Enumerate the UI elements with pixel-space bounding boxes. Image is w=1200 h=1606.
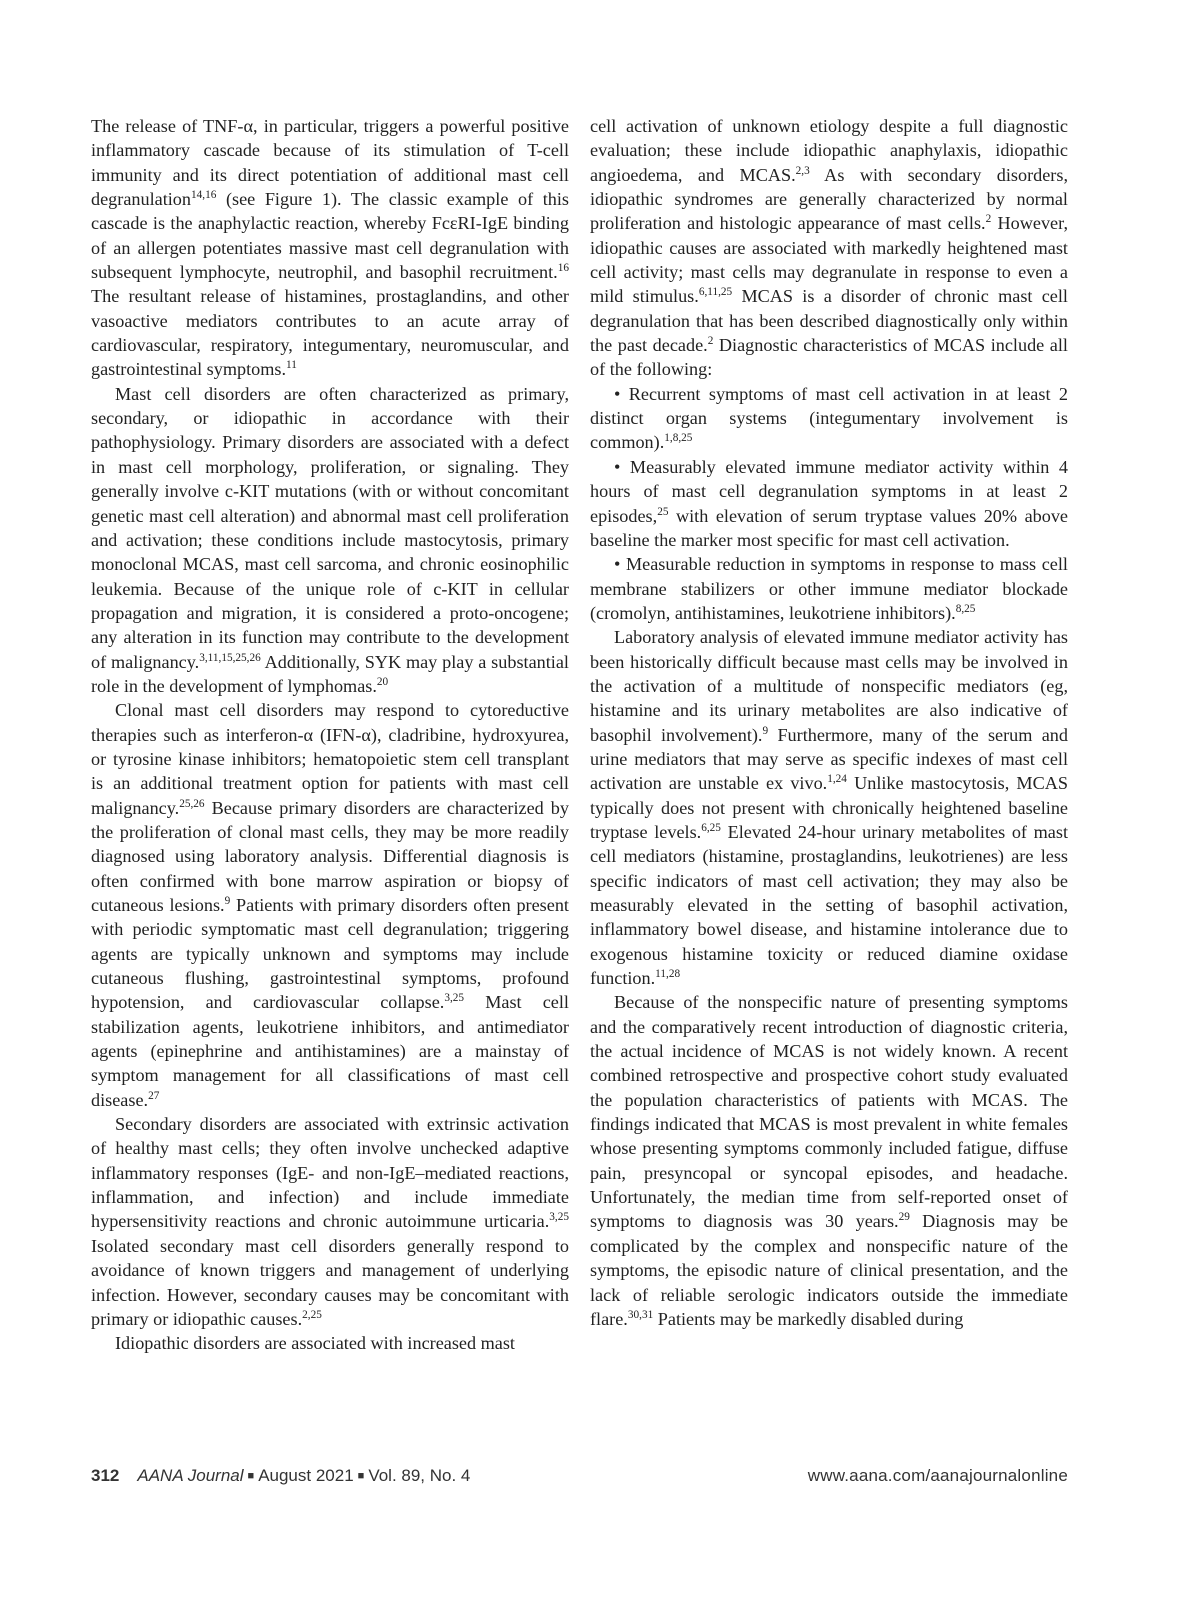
citation: 11,28: [655, 968, 681, 981]
citation: 30,31: [627, 1308, 654, 1321]
citation: 9: [762, 724, 769, 737]
journal-url[interactable]: www.aana.com/aanajournalonline: [807, 1466, 1068, 1485]
separator-icon: ■: [247, 1470, 255, 1482]
paragraph-disorder-classification: Mast cell disorders are often characterized as primary, secondary, or idiopathic in accordance with their pathophysiology. Primary disorders are associated with a defect in mast cell morphology, proliferation, or signaling. They generally involve c-KIT mutations (with or without concomitant genetic mast cell alteration) and abnormal mast cell proliferation and activation; these conditions include mastocytosis, primary monoclonal MCAS, mast cell sarcoma, and chronic eosinophilic leukemia. Because of the unique role of c-KIT in cellular propagation and migration, it is considered a proto-oncogene; any alteration in its function may contribute to the development of malignancy.$^{3,11,15,25,26}$ Additionally, SYK may play a substantial role in the development of lymphomas.$^{20}$: [91, 383, 569, 696]
paragraph-idiopathic-continued: cell activation of unknown etiology despite a full diagnostic evaluation; these include idiopathic anaphylaxis, idiopathic angioedema, and MCAS.$^{2,3}$ As with secondary disorders, idiopathic syndromes are generally characterized by normal proliferation and histologic appearance of mast cells.$^2$ However, idiopathic causes are associated with markedly heightened mast cell activity; mast cells may degranulate in response to even a mild stimulus.$^{6,11,25}$ MCAS is a disorder of chronic mast cell degranulation that has been described diagnostically only within the past decade.$^2$ Diagnostic characteristics of MCAS include all of the following:: [590, 116, 1068, 380]
citation: 3,25: [444, 992, 465, 1005]
citation: 2,25: [302, 1308, 322, 1321]
citation: 6,25: [701, 821, 721, 834]
paragraph-laboratory-analysis: Laboratory analysis of elevated immune mediator activity has been historically difficult because mast cells may be involved in the activation of a multitude of nonspecific mediators (eg, histamine and its urinary metabolites are also indicative of basophil involvement).$^9$ Furthermore, many of the serum and urine mediators that may serve as specific indexes of mast cell activation are unstable ex vivo.$^{1,24}$ Unlike mastocytosis, MCAS typically does not present with chronically heightened baseline tryptase levels.$^{6,25}$ Elevated 24-hour urinary metabolites of mast cell mediators (histamine, prostaglandins, leukotrienes) are less specific indicators of mast cell activation; they may also be measurably elevated in the setting of basophil activation, inflammatory bowel disease, and histamine intolerance due to exogenous histamine toxicity or reduced diamine oxidase function.$^{11,28}$: [590, 627, 1068, 989]
citation: 25: [657, 505, 669, 518]
citation: 9: [224, 895, 231, 908]
issue-date: August 2021: [258, 1466, 354, 1485]
journal-name: AANA Journal: [137, 1466, 244, 1485]
paragraph-incidence: Because of the nonspecific nature of presenting symptoms and the comparatively recent introduction of diagnostic criteria, the actual incidence of MCAS is not widely known. A recent combined retrospective and prospective cohort study evaluated the population characteristics of patients with MCAS. The findings indicated that MCAS is most prevalent in white females whose presenting symptoms commonly included fatigue, diffuse pain, presyncopal or syncopal episodes, and headache. Unfortunately, the median time from self-reported onset of symptoms to diagnosis was 30 years.$^{29}$ Diagnosis may be complicated by the complex and nonspecific nature of the symptoms, the episodic nature of clinical presentation, and the lack of reliable serologic indicators outside the immediate flare.$^{30,31}$ Patients may be markedly disabled during: [590, 992, 1068, 1329]
left-column: [91, 114, 569, 1356]
citation: 2: [985, 213, 992, 226]
citation: 16: [557, 262, 569, 275]
citation: 2,3: [795, 164, 810, 177]
page-number: 312: [91, 1466, 120, 1485]
paragraph-idiopathic-disorders: Idiopathic disorders are associated with increased mast: [115, 1333, 515, 1354]
citation: 6,11,25: [698, 286, 733, 299]
citation: 20: [376, 675, 389, 688]
paragraph-tnf-alpha: The release of TNF-α, in particular, triggers a powerful positive inflammatory cascade because of its stimulation of T-cell immunity and its direct potentiation of additional mast cell degranulation$^{14,16}$ (see Figure 1). The classic example of this cascade is the anaphylactic reaction, whereby FcεRI-IgE binding of an allergen potentiates massive mast cell degranulation with subsequent lymphocyte, neutrophil, and basophil recruitment.$^{16}$ The resultant release of histamines, prostaglandins, and other vasoactive mediators contributes to an acute array of cardiovascular, respiratory, integumentary, neuromuscular, and gastrointestinal symptoms.$^{11}$: [91, 116, 569, 380]
citation: 3,25: [549, 1211, 569, 1224]
volume-issue: Vol. 89, No. 4: [368, 1466, 471, 1485]
separator-icon: ■: [357, 1470, 365, 1482]
bullet-recurrent-symptoms: • Recurrent symptoms of mast cell activation in at least 2 distinct organ systems (integumentary involvement is common).$^{1,8,25}$: [590, 383, 1068, 453]
citation: 8,25: [955, 602, 976, 615]
citation: 11: [286, 359, 297, 372]
citation: 29: [898, 1211, 910, 1224]
paragraph-secondary-disorders: Secondary disorders are associated with extrinsic activation of healthy mast cells; they often involve unchecked adaptive inflammatory responses (IgE- and non-IgE–mediated reactions, inflammation, and infection) and include immediate hypersensitivity reactions and chronic autoimmune urticaria.$^{3,25}$ Isolated secondary mast cell disorders generally respond to avoidance of known triggers and management of underlying infection. However, secondary causes may be concomitant with primary or idiopathic causes.$^{2,25}$: [91, 1114, 569, 1329]
right-column: [590, 114, 1068, 1331]
paragraph-clonal-disorders: Clonal mast cell disorders may respond to cytoreductive therapies such as interferon-α (IFN-α), cladribine, hydroxyurea, or tyrosine kinase inhibitors; hematopoietic stem cell transplant is an additional treatment option for patients with mast cell malignancy.$^{25,26}$ Because primary disorders are characterized by the proliferation of clonal mast cells, they may be more readily diagnosed using laboratory analysis. Differential diagnosis is often confirmed with bone marrow aspiration or biopsy of cutaneous lesions.$^9$ Patients with primary disorders often present with periodic symptomatic mast cell degranulation; triggering agents are typically unknown and symptoms may include cutaneous flushing, gastrointestinal symptoms, profound hypotension, and cardiovascular collapse.$^{3,25}$ Mast cell stabilization agents, leukotriene inhibitors, and antimediator agents (epinephrine and antihistamines) are a mainstay of symptom management for all classifications of mast cell disease.$^{27}$: [91, 700, 569, 1110]
citation: 25,26: [179, 797, 205, 810]
page-footer: [91, 1466, 1068, 1490]
footer-citation: [91, 1466, 470, 1486]
citation: 14,16: [191, 189, 217, 202]
bullet-symptom-reduction: • Measurable reduction in symptoms in response to mass cell membrane stabilizers or other immune mediator blockade (cromolyn, antihistamines, leukotriene inhibitors).$^{8,25}$: [590, 554, 1068, 623]
citation: 2: [707, 335, 714, 348]
bullet-elevated-mediators: • Measurably elevated immune mediator activity within 4 hours of mast cell degranulation symptoms in at least 2 episodes,$^{25}$ with elevation of serum tryptase values 20% above baseline the marker most specific for mast cell activation.: [590, 456, 1068, 550]
citation: 1,24: [827, 773, 847, 786]
citation: 3,11,15,25,26: [199, 651, 261, 664]
citation: 1,8,25: [664, 432, 693, 445]
citation: 27: [148, 1089, 160, 1102]
